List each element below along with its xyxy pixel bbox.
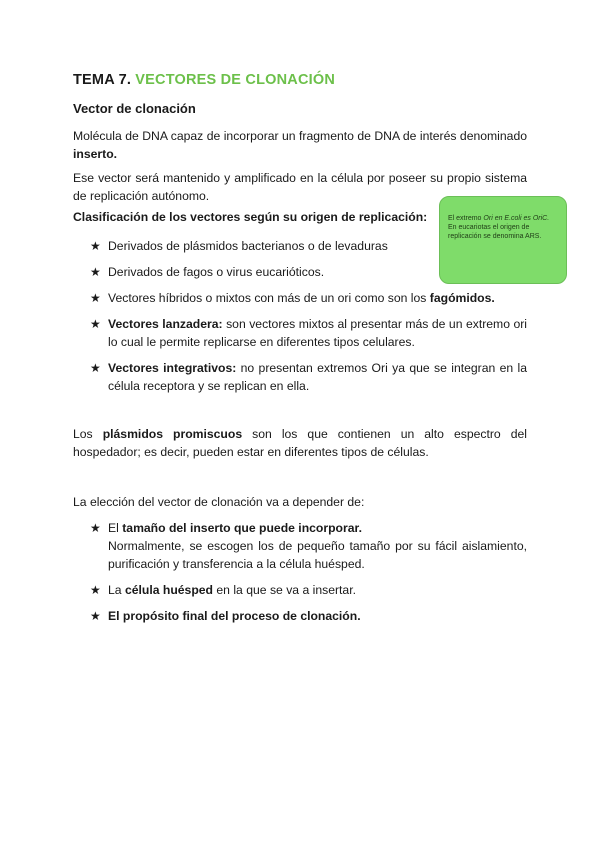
list-item [90, 237, 527, 255]
paragraph-text: son los que contienen un alto espectro del hospedador; es decir, pueden estar en diferentes tipos de células. [73, 427, 528, 459]
list-item-text: Derivados de fagos o virus eucarióticos. [108, 265, 325, 279]
star-icon: ★ [90, 317, 101, 331]
section-subtitle: Vector de clonación [73, 101, 196, 116]
list-item-text: Normalmente, se escogen los de pequeño tamaño por su fácil aislamiento, purificación y transferencia a la célula huésped. [108, 539, 527, 571]
list-item-bold: fagómidos. [429, 291, 495, 305]
definition-paragraph [73, 127, 527, 163]
list-item-text: Vectores híbridos o mixtos con más de un ori como son los [108, 291, 427, 305]
list-item [90, 581, 527, 599]
list-item-text: son vectores mixtos al presentar más de un extremo ori lo cual le permite replicarse en diferentes tipos celulares. [108, 317, 528, 349]
list-item-text: en la que se va a insertar. [216, 583, 356, 597]
note-text-b: En eucariotas el origen de replicación se denomina ARS. [448, 224, 542, 240]
list-item-bold: tamaño del inserto que puede incorporar. [122, 521, 362, 535]
title-main: VECTORES DE CLONACIÓN [135, 72, 335, 88]
star-icon: ★ [90, 291, 101, 305]
list-item [90, 289, 527, 307]
list-item-bold: El propósito final del proceso de clonación. [108, 609, 361, 623]
selection-criteria-list [90, 519, 527, 625]
classification-heading: Clasificación de los vectores según su origen de replicación: [73, 210, 428, 224]
paragraph-bold: plásmidos promiscuos [102, 427, 243, 441]
definition-bold: inserto. [73, 147, 118, 161]
list-item-text: La [108, 583, 122, 597]
list-item [90, 359, 527, 395]
selection-paragraph: La elección del vector de clonación va a depender de: [73, 495, 365, 509]
list-item [90, 315, 527, 351]
list-item-text: El [108, 521, 119, 535]
page-title [73, 72, 335, 88]
star-icon: ★ [90, 521, 101, 535]
list-item-bold: Vectores lanzadera: [108, 317, 223, 331]
star-icon: ★ [90, 361, 101, 375]
list-item-bold: célula huésped [124, 583, 214, 597]
list-item [90, 607, 527, 625]
star-icon: ★ [90, 609, 101, 623]
list-item-text: no presentan extremos Ori ya que se integran en la célula receptora y se replican en ella. [108, 361, 527, 393]
title-prefix: TEMA 7. [73, 72, 132, 88]
note-text-a: El extremo [448, 215, 482, 222]
vector-types-list [90, 237, 527, 395]
star-icon: ★ [90, 583, 101, 597]
replication-paragraph: Ese vector será mantenido y amplificado en la célula por poseer su propio sistema de replicación autónomo. [73, 171, 527, 203]
list-item-bold: Vectores integrativos: [108, 361, 237, 375]
star-icon: ★ [90, 239, 101, 253]
list-item [90, 519, 527, 573]
star-icon: ★ [90, 265, 101, 279]
list-item [90, 263, 527, 281]
definition-text: Molécula de DNA capaz de incorporar un fragmento de DNA de interés denominado [73, 129, 527, 143]
note-text-italic: Ori en E.coli es OriC. [483, 215, 550, 222]
paragraph-text: Los [73, 427, 93, 441]
list-item-text: Derivados de plásmidos bacterianos o de levaduras [108, 239, 388, 253]
promiscuous-plasmids-paragraph [73, 425, 527, 461]
